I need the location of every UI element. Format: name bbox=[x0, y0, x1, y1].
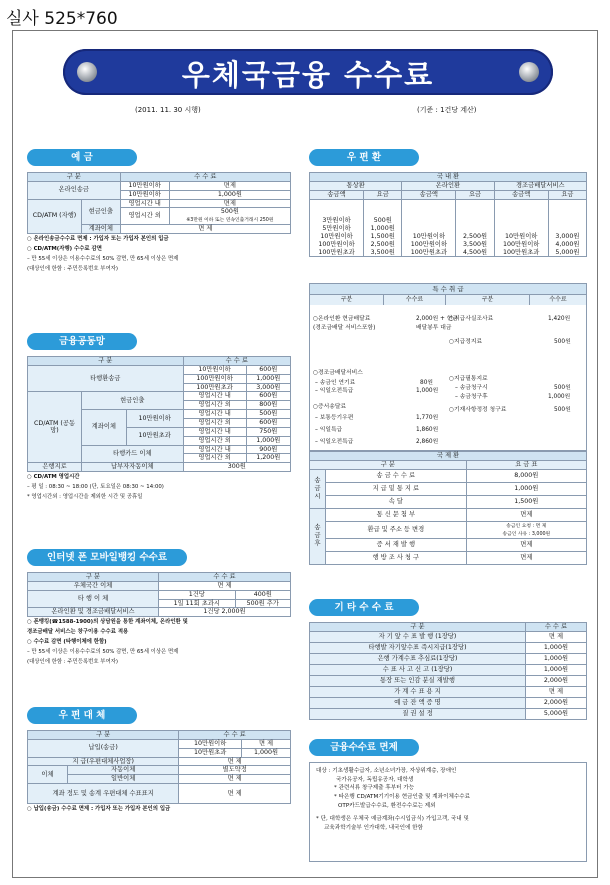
intl-table bbox=[309, 451, 587, 565]
cell: 10만원이하 bbox=[310, 233, 364, 241]
special-item: ○지급필통지료 bbox=[449, 376, 488, 382]
special-fee: 2,000원 + 현금 bbox=[416, 316, 458, 322]
note: – 평 일 : 08:30 ~ 18:00 (단, 토요일은 08:30 ~ 14:00) bbox=[27, 484, 164, 490]
row-label: 자동이체 bbox=[68, 766, 179, 775]
special-item: ○증서송달료 bbox=[313, 404, 347, 410]
cell: 100만원이하 bbox=[402, 241, 456, 249]
row-label: 계좌 정도 및 송계 우편대체 수표표지 bbox=[28, 784, 179, 804]
row-label: 납입(송금) bbox=[28, 739, 179, 757]
sub-header: 요금 bbox=[548, 190, 586, 199]
deposit-table bbox=[27, 172, 291, 234]
network-table bbox=[27, 356, 291, 472]
note: * 영업시간외 : 영업시간을 제외한 시간 및 공휴일 bbox=[27, 493, 143, 500]
cell: 면 제 bbox=[159, 581, 291, 590]
waiver-line: * 단, 대학생은 우체국 예금계좌(수시입금식) 가입고객, 국내 및 bbox=[316, 816, 469, 823]
special-handling-box bbox=[309, 283, 587, 451]
sub-header: 요금 bbox=[456, 190, 494, 199]
cell: 10만원이하 bbox=[494, 233, 548, 241]
cell: 600원 bbox=[246, 365, 290, 374]
postal-money-title: 우 편 환 bbox=[309, 149, 419, 166]
group-header: 경조금배달서비스 bbox=[494, 181, 586, 190]
cell: 1,000원 bbox=[169, 190, 290, 199]
col-header: 수수료 bbox=[384, 295, 446, 305]
col-header: 구 분 bbox=[28, 731, 179, 740]
cell: 증 서 재 발 행 bbox=[326, 538, 467, 551]
special-fee: 2,860원 bbox=[416, 439, 439, 445]
special-title: 특 수 취 급 bbox=[310, 284, 586, 294]
cell: 면제 bbox=[466, 551, 586, 564]
cell: 영업시간 내 bbox=[183, 410, 246, 419]
cell: 900원 bbox=[246, 445, 290, 454]
col-header: 구분 bbox=[310, 295, 384, 305]
row-label: 타행환송금 bbox=[28, 365, 184, 392]
cell: 면제 bbox=[169, 199, 290, 208]
cell: 100만원이하 bbox=[183, 374, 246, 383]
domestic-money-table bbox=[309, 172, 587, 257]
note: ○ 폰뱅킹(☎1588-1900)의 상담원을 통한 계좌이체, 온라인환 및 bbox=[27, 619, 188, 626]
cell: 1건당 bbox=[159, 590, 236, 599]
cell: 영업시간 내 bbox=[120, 199, 169, 208]
col-header: 수수료 bbox=[530, 295, 586, 305]
row-label: 이체 bbox=[28, 766, 68, 784]
cell: 300원 bbox=[183, 463, 290, 472]
cell: 10만원이하 bbox=[120, 190, 169, 199]
fine-print: 송금인 요청 : 면 제 bbox=[506, 523, 547, 529]
row-label: 우체국간 이체 bbox=[28, 581, 159, 590]
note: ○ CD/ATM 영업시간 bbox=[27, 474, 80, 481]
sub-header: 송금액 bbox=[494, 190, 548, 199]
waiver-line: OTP카드발급수수료, 환전수수료는 제외 bbox=[338, 802, 436, 809]
sub-header: 요금 bbox=[364, 190, 402, 199]
row-label: 가 계 수 표 용 지 bbox=[310, 686, 526, 697]
col-header: 수 수 료 bbox=[179, 731, 291, 740]
col-header: 요 금 표 bbox=[466, 460, 586, 469]
cell: 면 제 bbox=[179, 775, 291, 784]
special-item: ○지급사실조사료 bbox=[449, 316, 494, 322]
special-item: – 송금인 연기료 bbox=[315, 380, 356, 386]
col-header: 수 수 료 bbox=[183, 357, 290, 366]
cell: 5,000원 bbox=[525, 708, 586, 719]
waiver-line: * 타은행 CD/ATM기기이용 현금인출 및 계좌이체수수료 bbox=[334, 793, 471, 800]
waiver-title: 금융수수료 면제 bbox=[309, 739, 419, 756]
special-item: – 익일특급 bbox=[315, 427, 343, 433]
cell: 1,000원 bbox=[242, 748, 291, 757]
deposit-section bbox=[27, 149, 291, 273]
cell: 100만원이하 bbox=[494, 241, 548, 249]
row-label: CD/ATM (공동망) bbox=[28, 392, 82, 463]
cell: 100만원초과 bbox=[183, 383, 246, 392]
cell: 4,500원 bbox=[456, 249, 494, 257]
col-header: 구분 bbox=[446, 295, 530, 305]
cell: 750원 bbox=[246, 427, 290, 436]
cell: 1,500원 bbox=[364, 233, 402, 241]
intl-money-section bbox=[309, 451, 587, 565]
cell: 별도약정 bbox=[179, 766, 291, 775]
special-fee: 1,000원 bbox=[548, 394, 571, 400]
poster-frame bbox=[12, 30, 598, 878]
cell bbox=[466, 521, 586, 538]
special-fee: 80원 bbox=[420, 380, 433, 386]
note: ○ 납입(송금) 수수료 면제 : 가입자 또는 가입자 본인의 입금 bbox=[27, 806, 171, 813]
cell: 1,000원 bbox=[246, 374, 290, 383]
cell: 10만원이하 bbox=[183, 365, 246, 374]
other-table bbox=[309, 622, 587, 720]
cell: 속 달 bbox=[326, 495, 467, 508]
cell: 면 제 bbox=[179, 784, 291, 804]
cell: 100만원초과 bbox=[494, 249, 548, 257]
cell: 1일 11회 초과시 bbox=[159, 599, 236, 608]
row-label: 계좌이체 bbox=[82, 225, 121, 234]
cell: 2,000원 bbox=[525, 697, 586, 708]
special-item: ○온라인환 현금배달료 bbox=[313, 316, 371, 322]
cell: 400원 bbox=[235, 590, 290, 599]
note: – 만 55세 이상은 이용수수료의 50% 감면, 만 65세 이상은 면제 bbox=[27, 648, 179, 655]
cell-value: 500원 bbox=[220, 208, 239, 216]
sub-header: 송금액 bbox=[402, 190, 456, 199]
cell: 600원 bbox=[246, 392, 290, 401]
row-label: 납부자자동이체 bbox=[82, 463, 184, 472]
special-fee: 500원 bbox=[554, 407, 571, 413]
cell: 1,200원 bbox=[246, 454, 290, 463]
cell: 1,000원 bbox=[246, 436, 290, 445]
postal-transfer-title: 우 편 대 체 bbox=[27, 707, 137, 724]
cell: 5,000원 bbox=[548, 249, 586, 257]
postal-money-section bbox=[309, 149, 587, 257]
row-label: 10만원초과 bbox=[126, 427, 183, 445]
row-label: 타 행 이 체 bbox=[28, 590, 159, 608]
mobile-section bbox=[27, 549, 291, 666]
fine-print: 송금인 사유 : 3,000원 bbox=[502, 531, 551, 537]
waiver-line: 대상 : 기초생활수급자, 소년소녀가장, 자상위계층, 장애인 bbox=[316, 768, 457, 774]
col-header: 수 수 료 bbox=[525, 623, 586, 632]
row-label: 10만원이하 bbox=[126, 410, 183, 428]
postal-transfer-section bbox=[27, 707, 291, 814]
col-header: 구 분 bbox=[28, 573, 159, 582]
postal-transfer-table bbox=[27, 730, 291, 804]
cell: 면제 bbox=[466, 538, 586, 551]
special-item: – 익일오전특급 bbox=[315, 388, 354, 394]
cell: 3만원이하 bbox=[310, 217, 364, 225]
row-label: 송금 후 bbox=[310, 508, 326, 564]
row-label: 지 급(우편대체사업장) bbox=[28, 757, 179, 766]
cell: 면제 bbox=[169, 181, 290, 190]
cell: 8,000원 bbox=[466, 469, 586, 482]
network-title: 금융공동망 bbox=[27, 333, 137, 350]
cell: 영업시간 외 bbox=[183, 401, 246, 410]
cell: 송 금 수 수 료 bbox=[326, 469, 467, 482]
cell: 영업시간 내 bbox=[183, 392, 246, 401]
special-fee: 배달봉투 대금 bbox=[416, 325, 452, 331]
effective-date: (2011. 11. 30 시행) bbox=[135, 106, 201, 114]
image-caption: 실사 525*760 bbox=[6, 9, 118, 29]
row-label: 타행카드 이체 bbox=[82, 445, 184, 463]
cell: 2,000원 bbox=[525, 675, 586, 686]
cell: 영업시간 외 bbox=[183, 436, 246, 445]
cell: 면 제 bbox=[525, 686, 586, 697]
cell: 영업시간 외 bbox=[183, 454, 246, 463]
row-label: 현금인출 bbox=[82, 392, 184, 410]
special-fee: 1,770원 bbox=[416, 415, 439, 421]
note: – 만 55세 이상은 이용수수료의 50% 감면, 만 65세 이상은 면제 bbox=[27, 255, 179, 262]
special-fee: 1,000원 bbox=[416, 388, 439, 394]
other-title: 기 타 수 수 료 bbox=[309, 599, 419, 616]
special-item: – 송금청구후 bbox=[455, 394, 488, 400]
cell: 면 제 bbox=[120, 225, 290, 234]
cell: 4,000원 bbox=[548, 241, 586, 249]
row-label: 송금 시 bbox=[310, 469, 326, 508]
row-label: 은행지로 bbox=[28, 463, 82, 472]
cell: 10만원초과 bbox=[179, 748, 242, 757]
row-label: 계좌이체 bbox=[82, 410, 127, 445]
cell: 2,500원 bbox=[456, 233, 494, 241]
note: ○ 온라인송금수수료 면제 : 가입자 또는 가입자 본인의 입금 bbox=[27, 236, 169, 243]
cell: 1,000원 bbox=[364, 225, 402, 233]
deposit-title: 예 금 bbox=[27, 149, 137, 166]
row-label: 타행발 자기앞수표 즉시지급(1장당) bbox=[310, 642, 526, 653]
cell: 1,000원 bbox=[466, 482, 586, 495]
special-item: ○기재사항정정 청구료 bbox=[449, 407, 507, 413]
special-item: (경조금배달 서비스포함) bbox=[313, 325, 376, 331]
fee-basis: (기준 : 1건당 계산) bbox=[417, 106, 477, 114]
cell: 면제 bbox=[466, 508, 586, 521]
col-header: 구 분 bbox=[28, 357, 184, 366]
cell: 10만원이하 bbox=[402, 233, 456, 241]
cell: 3,500원 bbox=[364, 249, 402, 257]
special-fee: 500원 bbox=[554, 385, 571, 391]
cell: 100만원이하 bbox=[310, 241, 364, 249]
fee-waiver-section bbox=[309, 739, 587, 862]
cell: 1,000원 bbox=[525, 642, 586, 653]
note: ○ CD/ATM(자행) 수수료 감면 bbox=[27, 245, 102, 252]
cell: 10만원이하 bbox=[179, 739, 242, 748]
row-label: CD/ATM (자행) bbox=[28, 199, 82, 234]
cell: 2,500원 bbox=[364, 241, 402, 249]
special-fee: 500원 bbox=[554, 339, 571, 345]
waiver-line: * 관련서류 창구제출 후부터 가능 bbox=[334, 785, 415, 792]
special-fee: 1,420원 bbox=[548, 316, 571, 322]
cell: 100만원초과 bbox=[402, 249, 456, 257]
cell: 1,500원 bbox=[466, 495, 586, 508]
cell: 영업시간 외 bbox=[183, 419, 246, 428]
cell: 100만원초과 bbox=[310, 249, 364, 257]
row-label: 온라인환 및 경조금배달서비스 bbox=[28, 608, 159, 617]
cell: 1건당 2,000원 bbox=[159, 608, 291, 617]
cell: 영업시간 내 bbox=[183, 445, 246, 454]
bolt-right-icon bbox=[519, 62, 539, 82]
special-item: – 보통등기우편 bbox=[315, 415, 354, 421]
cell: 면 제 bbox=[242, 739, 291, 748]
col-header: 수 수 료 bbox=[159, 573, 291, 582]
cell: 1,000원 bbox=[525, 653, 586, 664]
special-fee: 1,860원 bbox=[416, 427, 439, 433]
row-label: 일반이체 bbox=[68, 775, 179, 784]
special-item: ○경조금배달서비스 bbox=[313, 370, 363, 376]
banner-title: 우체국금융 수수료 bbox=[181, 58, 435, 92]
cell: 5만원이하 bbox=[310, 225, 364, 233]
cell: 500원 bbox=[246, 410, 290, 419]
cell: 통 신 문 첨 부 bbox=[326, 508, 467, 521]
special-item: – 익일오전특급 bbox=[315, 439, 354, 445]
title-banner bbox=[63, 49, 553, 95]
cell: 3,500원 bbox=[456, 241, 494, 249]
sub-header: 송금액 bbox=[310, 190, 364, 199]
cell: 영업시간 내 bbox=[183, 427, 246, 436]
cell: 800원 bbox=[246, 401, 290, 410]
cell: 영업시간 외 bbox=[120, 208, 169, 225]
fine-print: ※3만원 이하 또는 연속인출거래시 250원 bbox=[186, 218, 274, 224]
note: (대상인에 한함 : 주민등록번호 부여자) bbox=[27, 265, 118, 272]
col-header: 구 분 bbox=[310, 460, 467, 469]
row-label: 통장 또는 인감 분실 재발행 bbox=[310, 675, 526, 686]
col-header: 구 분 bbox=[310, 623, 526, 632]
network-section bbox=[27, 333, 291, 502]
group-header: 통상환 bbox=[310, 181, 402, 190]
cell: 3,000원 bbox=[246, 383, 290, 392]
group-header: 온라인환 bbox=[402, 181, 494, 190]
cell: 500원 bbox=[364, 217, 402, 225]
note: (대상인에 한함 : 주민등록번호 부여자) bbox=[27, 658, 118, 665]
col-header: 국 제 환 bbox=[310, 452, 587, 461]
col-header: 구 분 bbox=[28, 173, 121, 182]
row-label: 예 금 잔 액 증 명 bbox=[310, 697, 526, 708]
cell: 지 급 밑 통 지 료 bbox=[326, 482, 467, 495]
mobile-table bbox=[27, 572, 291, 617]
waiver-line: 국가유공자, 독립유공자, 대학생 bbox=[336, 776, 414, 783]
row-label: 질 권 설 정 bbox=[310, 708, 526, 719]
cell: 1,000원 bbox=[525, 664, 586, 675]
col-header: 국 내 환 bbox=[310, 173, 587, 182]
cell bbox=[169, 208, 290, 225]
cell: 600원 bbox=[246, 419, 290, 428]
note: 경조금배달 서비스는 창구이용 수수료 적용 bbox=[27, 629, 129, 636]
col-header: 수 수 료 bbox=[120, 173, 290, 182]
note: ○ 수수료 감면 (타행이체에 한함) bbox=[27, 638, 107, 645]
cell: 면 제 bbox=[179, 757, 291, 766]
cell: 환급 및 주소 등 변경 bbox=[326, 521, 467, 538]
special-item: – 송금청구시 bbox=[455, 385, 488, 391]
cell: 500원 추가 bbox=[235, 599, 290, 608]
cell: 3,000원 bbox=[548, 233, 586, 241]
row-label: 자 기 앞 수 표 발 행 (1장당) bbox=[310, 631, 526, 642]
special-item: ○지급정지료 bbox=[449, 339, 483, 345]
other-fees-section bbox=[309, 599, 587, 720]
cell: 행 방 조 사 청 구 bbox=[326, 551, 467, 564]
cell: 면 제 bbox=[525, 631, 586, 642]
waiver-line: 교육과학기술부 인가대학, 내국인에 한함 bbox=[324, 824, 423, 831]
mobile-title: 인터넷 폰 모바일뱅킹 수수료 bbox=[27, 549, 187, 566]
row-label: 온라인송금 bbox=[28, 181, 121, 199]
row-label: 은행 가계수표 추심료(1장당) bbox=[310, 653, 526, 664]
row-label: 수 표 사 고 신 고 (1장당) bbox=[310, 664, 526, 675]
cell: 10만원이하 bbox=[120, 181, 169, 190]
row-label: 현금인출 bbox=[82, 199, 121, 225]
waiver-box bbox=[309, 762, 587, 862]
